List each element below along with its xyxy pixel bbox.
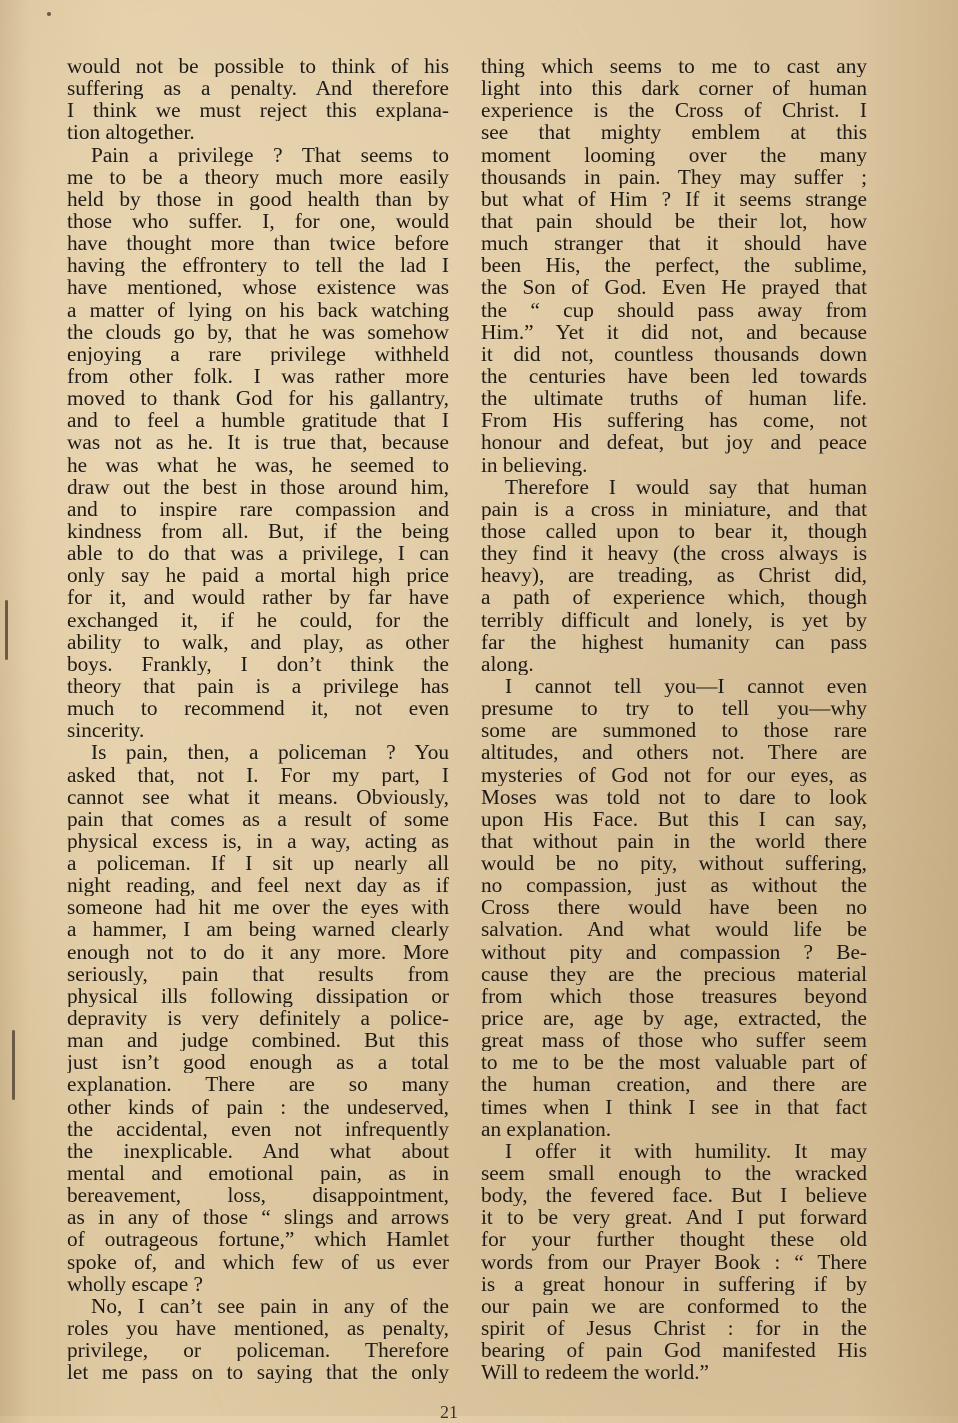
text-line <box>481 896 867 918</box>
line-text: tion altogether. <box>67 121 195 144</box>
text-line <box>481 1073 867 1095</box>
line-text: mental and emotional pain, as in <box>67 1162 449 1185</box>
line-text: wholly escape ? <box>67 1272 204 1295</box>
text-line <box>67 144 449 166</box>
line-text: roles you have mentioned, as penalty, <box>67 1317 449 1340</box>
text-line <box>481 55 867 77</box>
line-text: a policeman. If I sit up nearly all <box>67 852 449 875</box>
line-text: someone had hit me over the eyes with <box>67 896 449 919</box>
text-line <box>67 276 449 298</box>
text-line <box>481 431 867 453</box>
text-line <box>481 808 867 830</box>
text-line <box>67 586 449 608</box>
line-text: light into this dark corner of human <box>481 77 867 100</box>
line-text: bearing of pain God manifested His <box>481 1339 867 1362</box>
text-line <box>481 941 867 963</box>
line-text: for your further thought these old <box>481 1228 867 1251</box>
text-line <box>67 321 449 343</box>
text-line <box>481 520 867 542</box>
text-line <box>481 963 867 985</box>
line-text: a path of experience which, though <box>481 586 867 609</box>
text-line <box>481 99 867 121</box>
text-line <box>481 343 867 365</box>
line-text: that without pain in the world there <box>481 829 867 853</box>
line-text: kindness from all. But, if the being <box>67 519 449 543</box>
line-text: me to be a theory much more easily <box>67 165 449 188</box>
text-line <box>67 896 449 918</box>
text-line <box>67 431 449 453</box>
text-line <box>481 498 867 520</box>
line-text: I cannot tell you—I cannot even <box>505 674 867 698</box>
line-text: only say he paid a mortal high price <box>67 564 449 587</box>
line-text: night reading, and feel next day as if <box>67 874 449 897</box>
line-text: the human creation, and there are <box>481 1073 867 1096</box>
line-text: those who suffer. I, for one, would <box>67 209 449 233</box>
text-line <box>67 1339 449 1361</box>
line-text: been His, the perfect, the sublime, <box>481 254 867 277</box>
text-line <box>481 232 867 254</box>
line-text: spirit of Jesus Christ : for in the <box>481 1317 867 1340</box>
line-text: heavy), are treading, as Christ did, <box>481 564 867 587</box>
text-line <box>67 874 449 896</box>
text-line <box>67 299 449 321</box>
line-text: moment looming over the many <box>481 143 867 166</box>
text-line <box>481 874 867 896</box>
line-text: boys. Frankly, I don’t think the <box>67 652 449 675</box>
line-text: price are, age by age, extracted, the <box>481 1007 867 1030</box>
text-line <box>67 99 449 121</box>
line-text: just isn’t good enough as a total <box>67 1051 449 1074</box>
line-text: I offer it with humility. It may <box>505 1139 867 1163</box>
text-line <box>481 276 867 298</box>
text-line <box>481 1184 867 1206</box>
line-text: for it, and would rather by far have <box>67 586 449 609</box>
line-text: sincerity. <box>67 719 145 742</box>
text-line <box>67 1118 449 1140</box>
text-line <box>481 918 867 940</box>
text-line <box>481 1317 867 1339</box>
text-line <box>481 1096 867 1118</box>
line-text: see that mighty emblem at this <box>481 121 867 144</box>
text-line <box>67 564 449 586</box>
text-line <box>481 454 867 476</box>
text-line <box>481 210 867 232</box>
line-text: much to recommend it, not even <box>67 697 449 720</box>
line-text: that pain should be their lot, how <box>481 209 867 233</box>
text-line <box>67 786 449 808</box>
text-line <box>67 1073 449 1095</box>
text-line <box>481 631 867 653</box>
line-text: altitudes, and others not. There are <box>481 741 867 764</box>
text-line <box>481 719 867 741</box>
text-line <box>67 1096 449 1118</box>
text-line <box>481 675 867 697</box>
line-text: bereavement, loss, disappointment, <box>67 1184 449 1207</box>
text-line <box>67 1361 449 1383</box>
text-line <box>481 476 867 498</box>
text-line <box>67 697 449 719</box>
line-text: it did not, countless thousands down <box>481 342 867 365</box>
text-line <box>481 697 867 719</box>
line-text: the Son of God. Even He prayed that <box>481 276 867 299</box>
text-line <box>481 741 867 763</box>
line-text: No, I can’t see pain in any of the <box>91 1294 449 1318</box>
text-line <box>481 1118 867 1140</box>
text-line <box>481 764 867 786</box>
line-text: physical ills following dissipation or <box>67 984 449 1008</box>
line-text: the inexplicable. And what about <box>67 1139 449 1163</box>
line-text: the accidental, even not infrequently <box>67 1117 449 1140</box>
line-text: presume to try to tell you—why <box>481 697 867 720</box>
text-line <box>67 719 449 741</box>
text-line <box>67 1051 449 1073</box>
text-line <box>67 1273 449 1295</box>
line-text: other kinds of pain : the undeserved, <box>67 1095 449 1118</box>
line-text: and to inspire rare compassion and <box>67 497 449 520</box>
line-text: cause they are the precious material <box>481 962 867 985</box>
line-text: moved to thank God for his gallantry, <box>67 387 449 410</box>
line-text: the ultimate truths of human life. <box>481 387 867 410</box>
line-text: suffering as a penalty. And therefore <box>67 77 449 100</box>
line-text: draw out the best in those around him, <box>67 475 449 498</box>
left-text-column <box>67 55 449 1383</box>
text-line <box>67 918 449 940</box>
text-line <box>481 1361 867 1383</box>
text-line <box>481 609 867 631</box>
text-line <box>67 764 449 786</box>
line-text: an explanation. <box>481 1117 612 1140</box>
text-line <box>481 1007 867 1029</box>
text-line <box>481 166 867 188</box>
text-line <box>481 586 867 608</box>
line-text: upon His Face. But this I can say, <box>481 807 867 830</box>
line-text: terribly difficult and lonely, is yet by <box>481 608 867 631</box>
line-text: exchanged it, if he could, for the <box>67 608 449 631</box>
line-text: much stranger that it should have <box>481 232 867 255</box>
text-line <box>67 409 449 431</box>
line-text: man and judge combined. But this <box>67 1029 449 1052</box>
line-text: body, the fevered face. But I believe <box>481 1184 867 1207</box>
binding-mark <box>12 1030 15 1100</box>
text-line <box>67 631 449 653</box>
line-text: having the effrontery to tell the lad I <box>67 254 449 277</box>
text-line <box>481 321 867 343</box>
line-text: explanation. There are so many <box>67 1073 449 1096</box>
line-text: as in any of those “ slings and arrows <box>67 1206 449 1229</box>
line-text: have thought more than twice before <box>67 232 449 255</box>
line-text: thing which seems to me to cast any <box>481 55 867 78</box>
text-line <box>67 963 449 985</box>
line-text: would be no pity, without suffering, <box>481 852 867 875</box>
line-text: spoke of, and which few of us ever <box>67 1250 449 1273</box>
line-text: without pity and compassion ? Be- <box>481 940 867 963</box>
line-text: I think we must reject this explana- <box>67 99 449 122</box>
text-line <box>481 1251 867 1273</box>
line-text: along. <box>481 652 534 675</box>
line-text: honour and defeat, but joy and peace <box>481 431 867 454</box>
line-text: salvation. And what would life be <box>481 918 867 941</box>
text-line <box>67 55 449 77</box>
line-text: Him.” Yet it did not, and because <box>481 320 867 343</box>
line-text: he was what he was, he seemed to <box>67 453 449 476</box>
line-text: Therefore I would say that human <box>505 475 867 498</box>
text-line <box>481 144 867 166</box>
line-text: Is pain, then, a policeman ? You <box>91 741 449 764</box>
line-text: the clouds go by, that he was somehow <box>67 320 449 343</box>
right-text-column <box>481 55 867 1383</box>
text-line <box>481 365 867 387</box>
text-line <box>67 498 449 520</box>
text-line <box>481 985 867 1007</box>
line-text: have mentioned, whose existence was <box>67 276 449 299</box>
text-line <box>481 387 867 409</box>
text-line <box>481 77 867 99</box>
text-line <box>67 210 449 232</box>
line-text: Pain a privilege ? That seems to <box>91 143 449 166</box>
text-line <box>67 741 449 763</box>
text-line <box>67 166 449 188</box>
line-text: experience is the Cross of Christ. I <box>481 99 867 122</box>
text-line <box>481 188 867 210</box>
text-line <box>67 1140 449 1162</box>
text-line <box>67 454 449 476</box>
text-line <box>67 520 449 542</box>
text-line <box>67 808 449 830</box>
text-line <box>67 609 449 631</box>
line-text: a hammer, I am being warned clearly <box>67 918 449 941</box>
line-text: was not as he. It is true that, because <box>67 431 449 454</box>
line-text: they find it heavy (the cross always is <box>481 542 867 565</box>
line-text: enjoying a rare privilege withheld <box>67 342 449 365</box>
line-text: our pain we are conformed to the <box>481 1294 867 1318</box>
page-number: 21 <box>440 1402 458 1422</box>
line-text: pain is a cross in miniature, and that <box>481 497 867 520</box>
text-line <box>481 299 867 321</box>
line-text: in believing. <box>481 453 588 476</box>
line-text: physical excess is, in a way, acting as <box>67 829 449 853</box>
text-line <box>481 1140 867 1162</box>
text-line <box>67 542 449 564</box>
line-text: the “ cup should pass away from <box>481 298 867 321</box>
text-line <box>67 77 449 99</box>
line-text: would not be possible to think of his <box>67 55 449 78</box>
text-line <box>481 1295 867 1317</box>
text-line <box>67 1007 449 1029</box>
text-line <box>67 387 449 409</box>
text-line <box>67 254 449 276</box>
text-line <box>67 852 449 874</box>
text-line <box>67 830 449 852</box>
binding-mark <box>5 600 8 660</box>
line-text: of outrageous fortune,” which Hamlet <box>67 1228 449 1251</box>
line-text: pain that comes as a result of some <box>67 807 449 830</box>
text-line <box>67 1317 449 1339</box>
line-text: thousands in pain. They may suffer ; <box>481 165 867 188</box>
text-line <box>67 232 449 254</box>
text-line <box>67 365 449 387</box>
line-text: from other folk. I was rather more <box>67 364 449 388</box>
line-text: words from our Prayer Book : “ There <box>481 1250 867 1273</box>
line-text: mysteries of God not for our eyes, as <box>481 763 867 786</box>
line-text: and to feel a humble gratitude that I <box>67 409 449 432</box>
line-text: a matter of lying on his back watching <box>67 298 449 321</box>
line-text: great mass of those who suffer seem <box>481 1029 867 1052</box>
paper-speck <box>47 12 51 16</box>
text-line <box>481 1273 867 1295</box>
text-line <box>481 830 867 852</box>
line-text: let me pass on to saying that the only <box>67 1361 449 1384</box>
line-text: held by those in good health than by <box>67 187 449 210</box>
line-text: times when I think I see in that fact <box>481 1095 867 1118</box>
line-text: privilege, or policeman. Therefore <box>67 1339 449 1362</box>
text-line <box>481 254 867 276</box>
text-line <box>67 1162 449 1184</box>
line-text: seriously, pain that results from <box>67 962 449 985</box>
text-line <box>67 653 449 675</box>
line-text: from which those treasures beyond <box>481 984 867 1008</box>
text-line <box>481 1206 867 1228</box>
line-text: cannot see what it means. Obviously, <box>67 785 449 808</box>
text-line <box>67 1184 449 1206</box>
text-line <box>481 1162 867 1184</box>
text-line <box>67 985 449 1007</box>
line-text: From His suffering has come, not <box>481 409 867 432</box>
line-text: Moses was told not to dare to look <box>481 785 867 808</box>
line-text: able to do that was a privilege, I can <box>67 542 449 565</box>
text-line <box>481 121 867 143</box>
text-line <box>481 852 867 874</box>
text-line <box>481 786 867 808</box>
line-text: asked that, not I. For my part, I <box>67 763 449 786</box>
text-line <box>481 564 867 586</box>
line-text: ability to walk, and play, as other <box>67 630 449 653</box>
line-text: Cross there would have been no <box>481 896 867 919</box>
text-line <box>67 1228 449 1250</box>
line-text: but what of Him ? If it seems strange <box>481 187 867 210</box>
text-line <box>67 188 449 210</box>
text-line <box>67 675 449 697</box>
text-line <box>67 1029 449 1051</box>
text-line <box>67 941 449 963</box>
text-line <box>67 343 449 365</box>
line-text: those called upon to bear it, though <box>481 519 867 543</box>
line-text: seem small enough to the wracked <box>481 1162 867 1185</box>
line-text: no compassion, just as without the <box>481 874 867 897</box>
line-text: far the highest humanity can pass <box>481 630 867 653</box>
text-line <box>481 1339 867 1361</box>
text-line <box>67 1206 449 1228</box>
line-text: is a great honour in suffering if by <box>481 1272 867 1295</box>
line-text: to me to be the most valuable part of <box>481 1051 867 1074</box>
line-text: theory that pain is a privilege has <box>67 674 449 698</box>
text-line <box>67 1295 449 1317</box>
line-text: enough not to do it any more. More <box>67 940 449 963</box>
text-line <box>67 121 449 143</box>
line-text: Will to redeem the world.” <box>481 1361 710 1384</box>
text-line <box>67 476 449 498</box>
text-line <box>481 409 867 431</box>
text-line <box>481 542 867 564</box>
line-text: the centuries have been led towards <box>481 364 867 388</box>
text-line <box>481 653 867 675</box>
text-line <box>481 1228 867 1250</box>
text-line <box>67 1251 449 1273</box>
text-line <box>481 1051 867 1073</box>
line-text: some are summoned to those rare <box>481 719 867 742</box>
text-line <box>481 1029 867 1051</box>
line-text: it to be very great. And I put forward <box>481 1206 867 1229</box>
line-text: depravity is very definitely a police- <box>67 1007 449 1030</box>
